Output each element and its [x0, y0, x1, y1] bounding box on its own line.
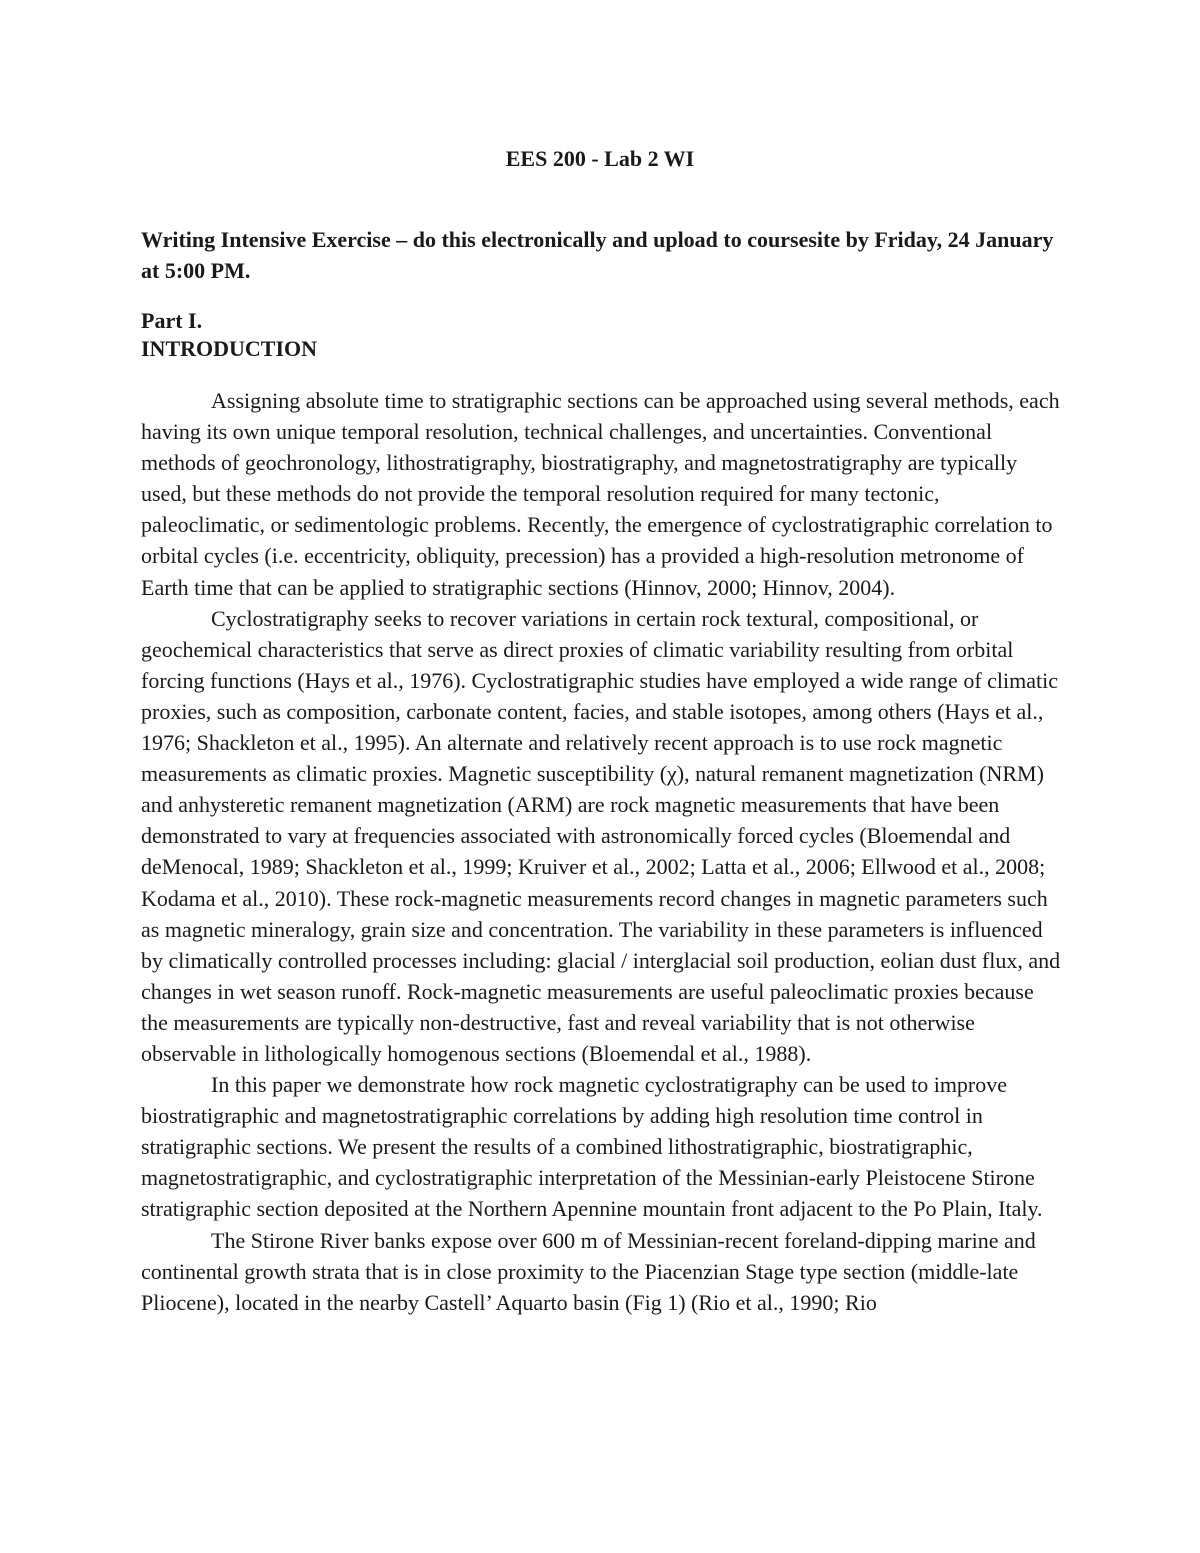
document-title: EES 200 - Lab 2 WI [505, 146, 695, 171]
paragraph: Assigning absolute time to stratigraphic sections can be approached using several methods, each having its own unique temporal resolution, technical challenges, and uncertainties. Conventional methods of geochronology, lithostratigraphy, biostratigraphy, and magnetostratigraphy are typically used, but these methods do not provide the temporal resolution required for many tectonic, paleoclimatic, or sedimentologic problems. Recently, the emergence of cyclostratigraphic correlation to orbital cycles (i.e. eccentricity, obliquity, precession) has a provided a high-resolution metronome of Earth time that can be applied to stratigraphic sections (Hinnov, 2000; Hinnov, 2004). [141, 388, 1060, 600]
body-text [141, 385, 1066, 1318]
assignment-instructions: Writing Intensive Exercise – do this electronically and upload to coursesite by Friday, 24 January at 5:00 PM. [141, 227, 1054, 283]
paragraph: The Stirone River banks expose over 600 m of Messinian-recent foreland-dipping marine and continental growth strata that is in close proximity to the Piacenzian Stage type section (middle-late Pliocene), located in the nearby Castell’ Aquarto basin (Fig 1) (Rio et al., 1990; Rio [141, 1227, 1036, 1315]
paragraph: In this paper we demonstrate how rock magnetic cyclostratigraphy can be used to improve biostratigraphic and magnetostratigraphic correlations by adding high resolution time control in stratigraphic sections. We present the results of a combined lithostratigraphic, biostratigraphic, magnetostratigraphic, and cyclostratigraphic interpretation of the Messinian-early Pleistocene Stirone stratigraphic section deposited at the Northern Apennine mountain front adjacent to the Po Plain, Italy. [141, 1072, 1043, 1222]
part-label: Part I. [141, 308, 203, 333]
section-heading: INTRODUCTION [141, 336, 318, 361]
paragraph: Cyclostratigraphy seeks to recover variations in certain rock textural, compositional, or geochemical characteristics that serve as direct proxies of climatic variability resulting from orbital forcing functions (Hays et al., 1976). Cyclostratigraphic studies have employed a wide range of climatic proxies, such as composition, carbonate content, facies, and stable isotopes, among others (Hays et al., 1976; Shackleton et al., 1995). An alternate and relatively recent approach is to use rock magnetic measurements as climatic proxies. Magnetic susceptibility (χ), natural remanent magnetization (NRM) and anhysteretic remanent magnetization (ARM) are rock magnetic measurements that have been demonstrated to vary at frequencies associated with astronomically forced cycles (Bloemendal and deMenocal, 1989; Shackleton et al., 1999; Kruiver et al., 2002; Latta et al., 2006; Ellwood et al., 2008; Kodama et al., 2010). These rock-magnetic measurements record changes in magnetic parameters such as magnetic mineralogy, grain size and concentration. The variability in these parameters is influenced by climatically controlled processes including: glacial / interglacial soil production, eolian dust flux, and changes in wet season runoff. Rock-magnetic measurements are useful paleoclimatic proxies because the measurements are typically non-destructive, fast and reveal variability that is not otherwise observable in lithologically homogenous sections (Bloemendal et al., 1988). [141, 605, 1061, 1066]
